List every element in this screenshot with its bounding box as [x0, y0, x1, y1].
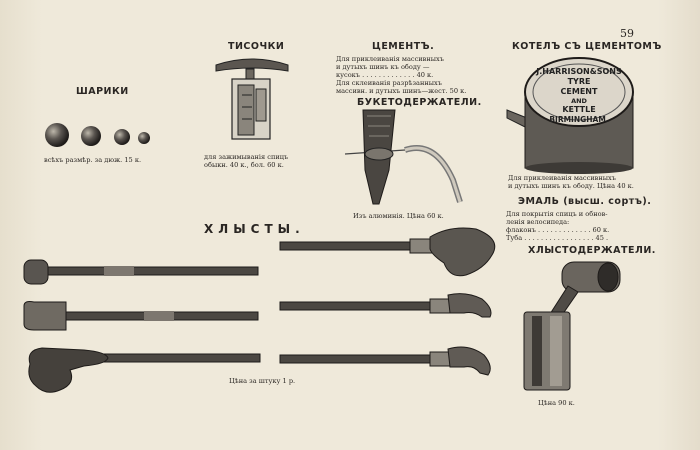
enamel-title: ЭМАЛЬ (высш. сортъ). [518, 196, 652, 207]
vise-title: ТИСОЧКИ [228, 41, 285, 52]
kettle-label-4: AND [571, 97, 587, 105]
cement-text: Для приклеиванія массивныхъ и дутыхъ шинъ къ ободу — кусокъ . . . . . . . . . . . . . 40 к. Для склеиванія разрѣзанныхъ массивн. и дутыхъ шинъ—жест. 50 к. [336, 55, 467, 95]
enamel-text: Для покрытія спицъ и обнов- ленія велосипеда: флаконъ . . . . . . . . . . . . . 60 к. Туба . . . . . . . . . . . . . . . . . 45 . [506, 210, 610, 242]
whips-caption: Цѣна за штуку 1 р. [229, 377, 296, 385]
bouquet-caption: Изъ алюминія. Цѣна 60 к. [353, 212, 444, 220]
kettle-label-5: KETTLE [562, 105, 596, 114]
page-number: 59 [620, 27, 634, 40]
whip-holder-title: ХЛЫСТОДЕРЖАТЕЛИ. [528, 245, 656, 256]
bouquet-title: БУКЕТОДЕРЖАТЕЛИ. [357, 97, 482, 108]
kettle-label-2: TYRE [567, 77, 591, 86]
bouquet-holder-illustration [335, 110, 465, 210]
whips-left-illustration [24, 258, 264, 398]
whip-holder-illustration [520, 256, 630, 396]
balls-title: ШАРИКИ [76, 86, 129, 97]
kettle-caption: Для приклеиванія массивныхъ и дутыхъ шинъ къ ободу. Цѣна 40 к. [508, 174, 634, 190]
kettle-label-1: J.HARRISON&SONS [536, 67, 622, 76]
vise-illustration [212, 55, 292, 150]
whips-title: ХЛЫСТЫ. [204, 222, 305, 236]
kettle-illustration [503, 52, 638, 172]
vise-caption: для зажимыванія спицъ обыкн. 40 к., бол. 60 к. [204, 153, 289, 169]
kettle-title: КОТЕЛЪ СЪ ЦЕМЕНТОМЪ [512, 41, 662, 52]
balls-illustration [40, 122, 160, 152]
kettle-label-6: BIRMINGHAM. [549, 115, 609, 124]
whips-right-illustration [280, 225, 500, 375]
balls-caption: всѣхъ размѣр. за дюж. 15 к. [44, 156, 142, 164]
whip-holder-caption: Цѣна 90 к. [538, 399, 575, 407]
kettle-label-3: CEMENT [560, 87, 598, 96]
cement-title: ЦЕМЕНТЪ. [372, 41, 435, 52]
